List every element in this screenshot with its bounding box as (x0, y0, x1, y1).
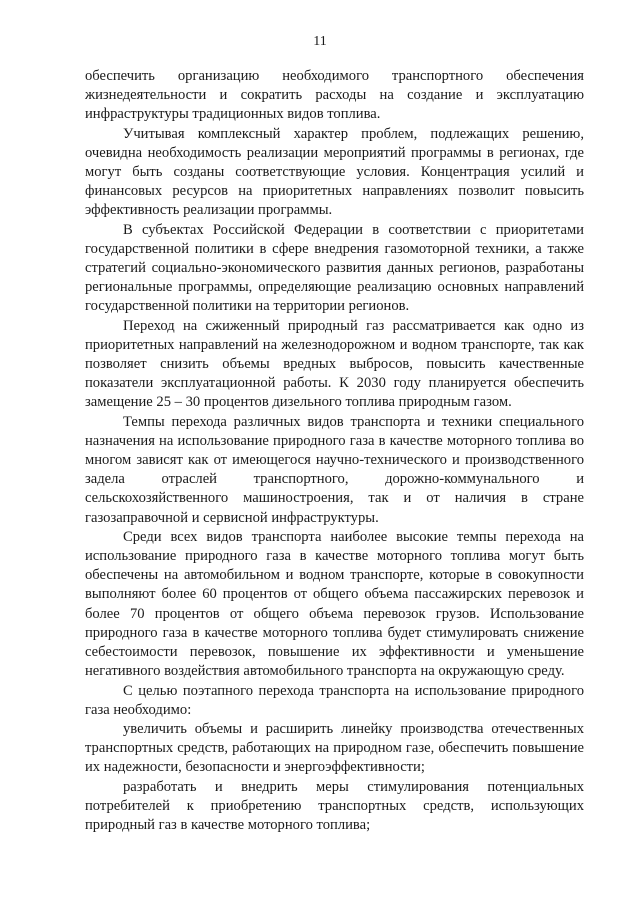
paragraph: Учитывая комплексный характер проблем, подлежащих решению, очевидна необходимость реализации мероприятий программы в регионах, где могут быть созданы соответствующие условия. Концентрация усилий и финансовых ресурсов на приоритетных направлениях позволит повысить эффективность реализации программы. (85, 125, 584, 219)
paragraph: Среди всех видов транспорта наиболее высокие темпы перехода на использование природного газа в качестве моторного топлива могут быть обеспечены на автомобильном и водном транспорте, которые в совокупности выполняют более 60 процентов от общего объема пассажирских перевозок и более 70 процентов от общего объема перевозок грузов. Использование природного газа в качестве моторного топлива будет стимулировать снижение себестоимости перевозок, повышение их эффективности и уменьшение негативного воздействия автомобильного транспорта на окружающую среду. (85, 528, 584, 680)
paragraph-continued: обеспечить организацию необходимого транспортного обеспечения жизнедеятельности и сократить расходы на создание и эксплуатацию инфраструктуры традиционных видов топлива. (85, 68, 584, 123)
list-item: увеличить объемы и расширить линейку производства отечественных транспортных средств, работающих на природном газе, обеспечить повышение их надежности, безопасности и энергоэффективности; (85, 720, 584, 776)
document-body (85, 67, 584, 835)
paragraph: С целью поэтапного перехода транспорта на использование природного газа необходимо: (85, 682, 584, 718)
paragraph: В субъектах Российской Федерации в соответствии с приоритетами государственной политики в сфере внедрения газомоторной техники, а также стратегий социально-экономического развития данных регионов, разработаны региональные программы, определяющие реализацию основных направлений государственной политики на территории регионов. (85, 221, 584, 315)
list-item: разработать и внедрить меры стимулирования потенциальных потребителей к приобретению транспортных средств, использующих природный газ в качестве моторного топлива; (85, 778, 584, 833)
paragraph: Переход на сжиженный природный газ рассматривается как одно из приоритетных направлений на железнодорожном и водном транспорте, так как позволяет снизить объемы вредных выбросов, повысить качественные показатели эксплуатационной работы. К 2030 году планируется обеспечить замещение 25 – 30 процентов дизельного топлива природным газом. (85, 317, 584, 411)
paragraph: Темпы перехода различных видов транспорта и техники специального назначения на использование природного газа в качестве моторного топлива во многом зависят как от имеющегося научно-технического и производственного задела отраслей транспортного, дорожно-коммунального и сельскохозяйственного машиностроения, так и от наличия в стране газозаправочной и сервисной инфраструктуры. (85, 413, 584, 526)
page-number: 11 (313, 34, 327, 49)
